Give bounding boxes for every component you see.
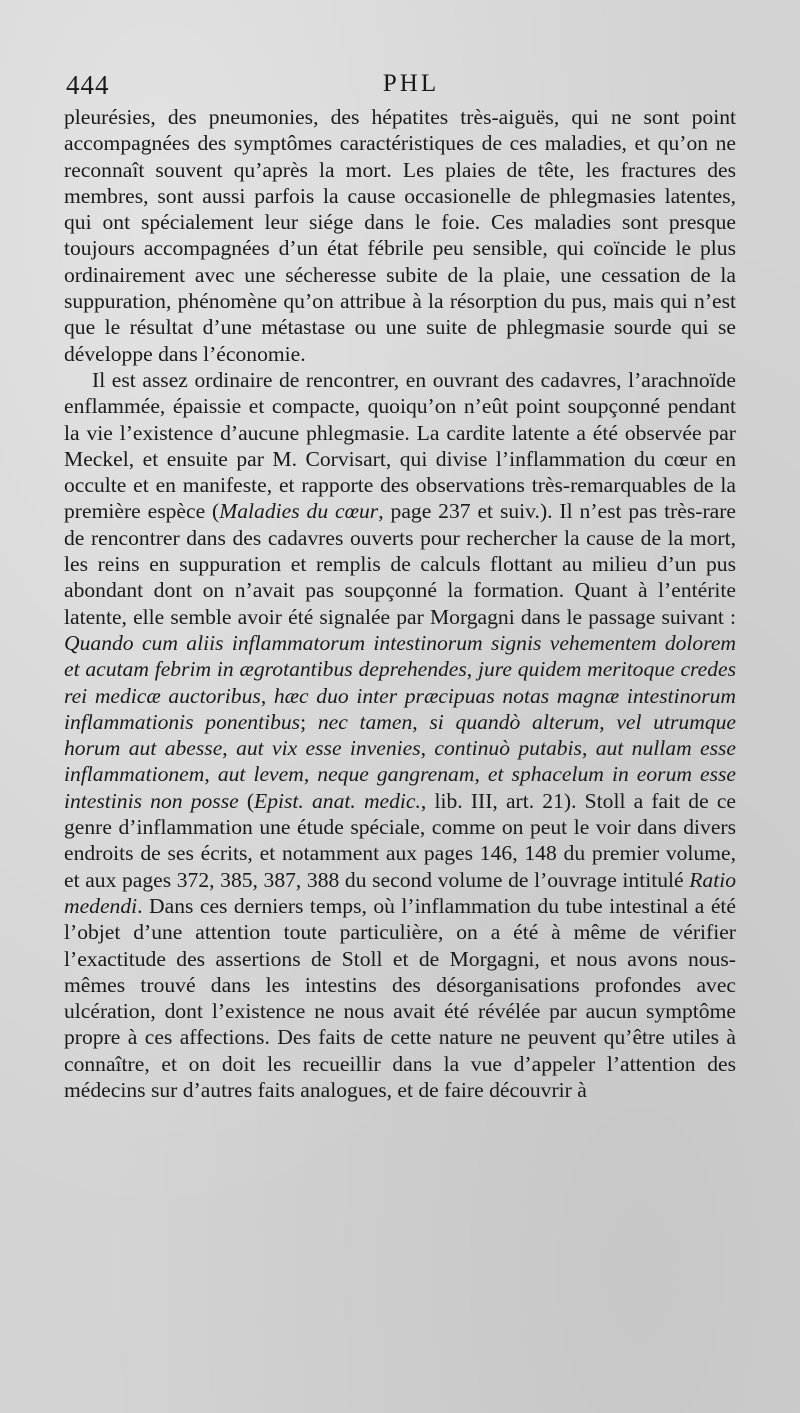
text-segment: , bbox=[599, 709, 617, 734]
text-segment: . Dans ces derniers temps, où l’inflammation du tube intestinal a été l’objet d’une attention toute particulière, on a été à même de vérifier l’exactitude des assertions de Stoll et de Morgagni, et nous avons nous-mêmes trouvé dans les intestins des désorganisations profondes avec ulcération, dont l’existence ne nous avait été révélée par aucun symptôme propre à ces affections. Des faits de cette nature ne peuvent qu’être utiles à connaître, et on doit les recueillir dans la vue d’appeler l’attention des médecins sur d’autres faits analogues, et de faire découvrir à bbox=[64, 893, 736, 1102]
page-header bbox=[66, 70, 756, 106]
text-segment: pleurésies, des pneumonies, des hépatites très-aiguës, qui ne sont point accompagnées des symptômes caractéristiques de ces maladies, et qu’on ne reconnaît souvent qu’après la mort. Les plaies de tête, les fractures des membres, sont aussi parfois la cause occasionelle de phlegmasies latentes, qui ont spécialement leur siége dans le foie. Ces maladies sont presque toujours accompagnées d’un état fébrile peu sensible, qui coïncide le plus ordinairement avec une sécheresse subite de la plaie, une cessation de la suppuration, phénomène qu’on attribue à la résorption du pus, mais qui n’est que le résultat d’une métastase ou une suite de phlegmasie sourde qui se développe dans l’économie. bbox=[64, 105, 736, 366]
italic-text-segment: nec tamen bbox=[317, 709, 413, 734]
text-segment: ; bbox=[300, 709, 318, 734]
text-segment: Il est assez ordinaire de rencontrer, en ouvrant des cadavres, l’arachnoïde enflammée, épaissie et compacte, quoiqu’on n’eût point soupçonné pendant la vie l’existence d’aucune phlegmasie. La cardite latente a été observée par Meckel, et ensuite par M. Corvisart, qui divise l’inflammation du cœur en occulte et en manifeste, et rapporte des observations très-remarquables de la première espèce ( bbox=[64, 367, 736, 524]
paragraph bbox=[64, 367, 736, 1103]
italic-text-segment: aut levem bbox=[217, 762, 304, 787]
running-head: PHL bbox=[382, 70, 440, 97]
italic-text-segment: Maladies du cœur bbox=[219, 499, 379, 524]
text-segment: , lib. III, art. 21). Stoll a fait de ce genre d’inflammation une étude spéciale, comme on peut le voir dans divers endroits de ses écrits, et notamment aux pages 146, 148 du premier volume, et aux pages 372, 385, 387, 388 du second volume de l’ouvrage intitulé bbox=[64, 788, 736, 892]
italic-text-segment: Epist. anat. medic. bbox=[254, 788, 421, 813]
text-segment: , bbox=[412, 709, 430, 734]
italic-text-segment: aut vix esse invenies bbox=[236, 736, 421, 761]
italic-text-segment: jure quidem meritoque credes rei medicæ auctoribus bbox=[64, 657, 736, 708]
italic-text-segment: et sphacelum in eorum esse intestinis non posse bbox=[64, 762, 737, 813]
text-segment: , bbox=[204, 762, 218, 787]
text-segment: , bbox=[303, 762, 318, 787]
page-number: 444 bbox=[66, 70, 110, 100]
text-segment: ( bbox=[238, 788, 255, 813]
text-segment: , bbox=[581, 736, 596, 761]
italic-text-segment: aut nullam esse inflammationem bbox=[64, 736, 737, 787]
italic-text-segment: hæc duo inter præcipuas notas magnæ intestinorum inflammationis ponentibus bbox=[64, 683, 736, 734]
italic-text-segment: si quandò alterum bbox=[429, 709, 600, 734]
paragraph bbox=[64, 104, 736, 367]
text-segment: , page 237 et suiv.). Il n’est pas très-rare de rencontrer dans des cadavres ouverts pour rechercher la cause de la mort, les reins en suppuration et remplis de calculs flottant au milieu d’un pus abondant dont on n’avait pas soupçonné la formation. Quant à l’entérite latente, elle semble avoir été signalée par Morgagni dans le passage suivant : bbox=[64, 499, 736, 629]
italic-text-segment: Quando cum aliis inflammatorum intestinorum signis vehementem dolorem et acutam febrim in ægrotantibus deprehendes bbox=[64, 630, 736, 682]
text-segment: , bbox=[260, 683, 274, 708]
text-segment: , bbox=[222, 736, 237, 761]
italic-text-segment: neque gangrenam bbox=[317, 762, 475, 787]
text-segment: , bbox=[474, 762, 488, 787]
body-text bbox=[64, 104, 736, 1103]
italic-text-segment: continuò putabis bbox=[434, 736, 582, 761]
text-segment: , bbox=[420, 736, 435, 761]
italic-text-segment: vel utrumque horum aut abesse bbox=[64, 709, 737, 761]
text-segment: , bbox=[466, 657, 478, 682]
italic-text-segment: Ratio medendi bbox=[64, 867, 736, 918]
